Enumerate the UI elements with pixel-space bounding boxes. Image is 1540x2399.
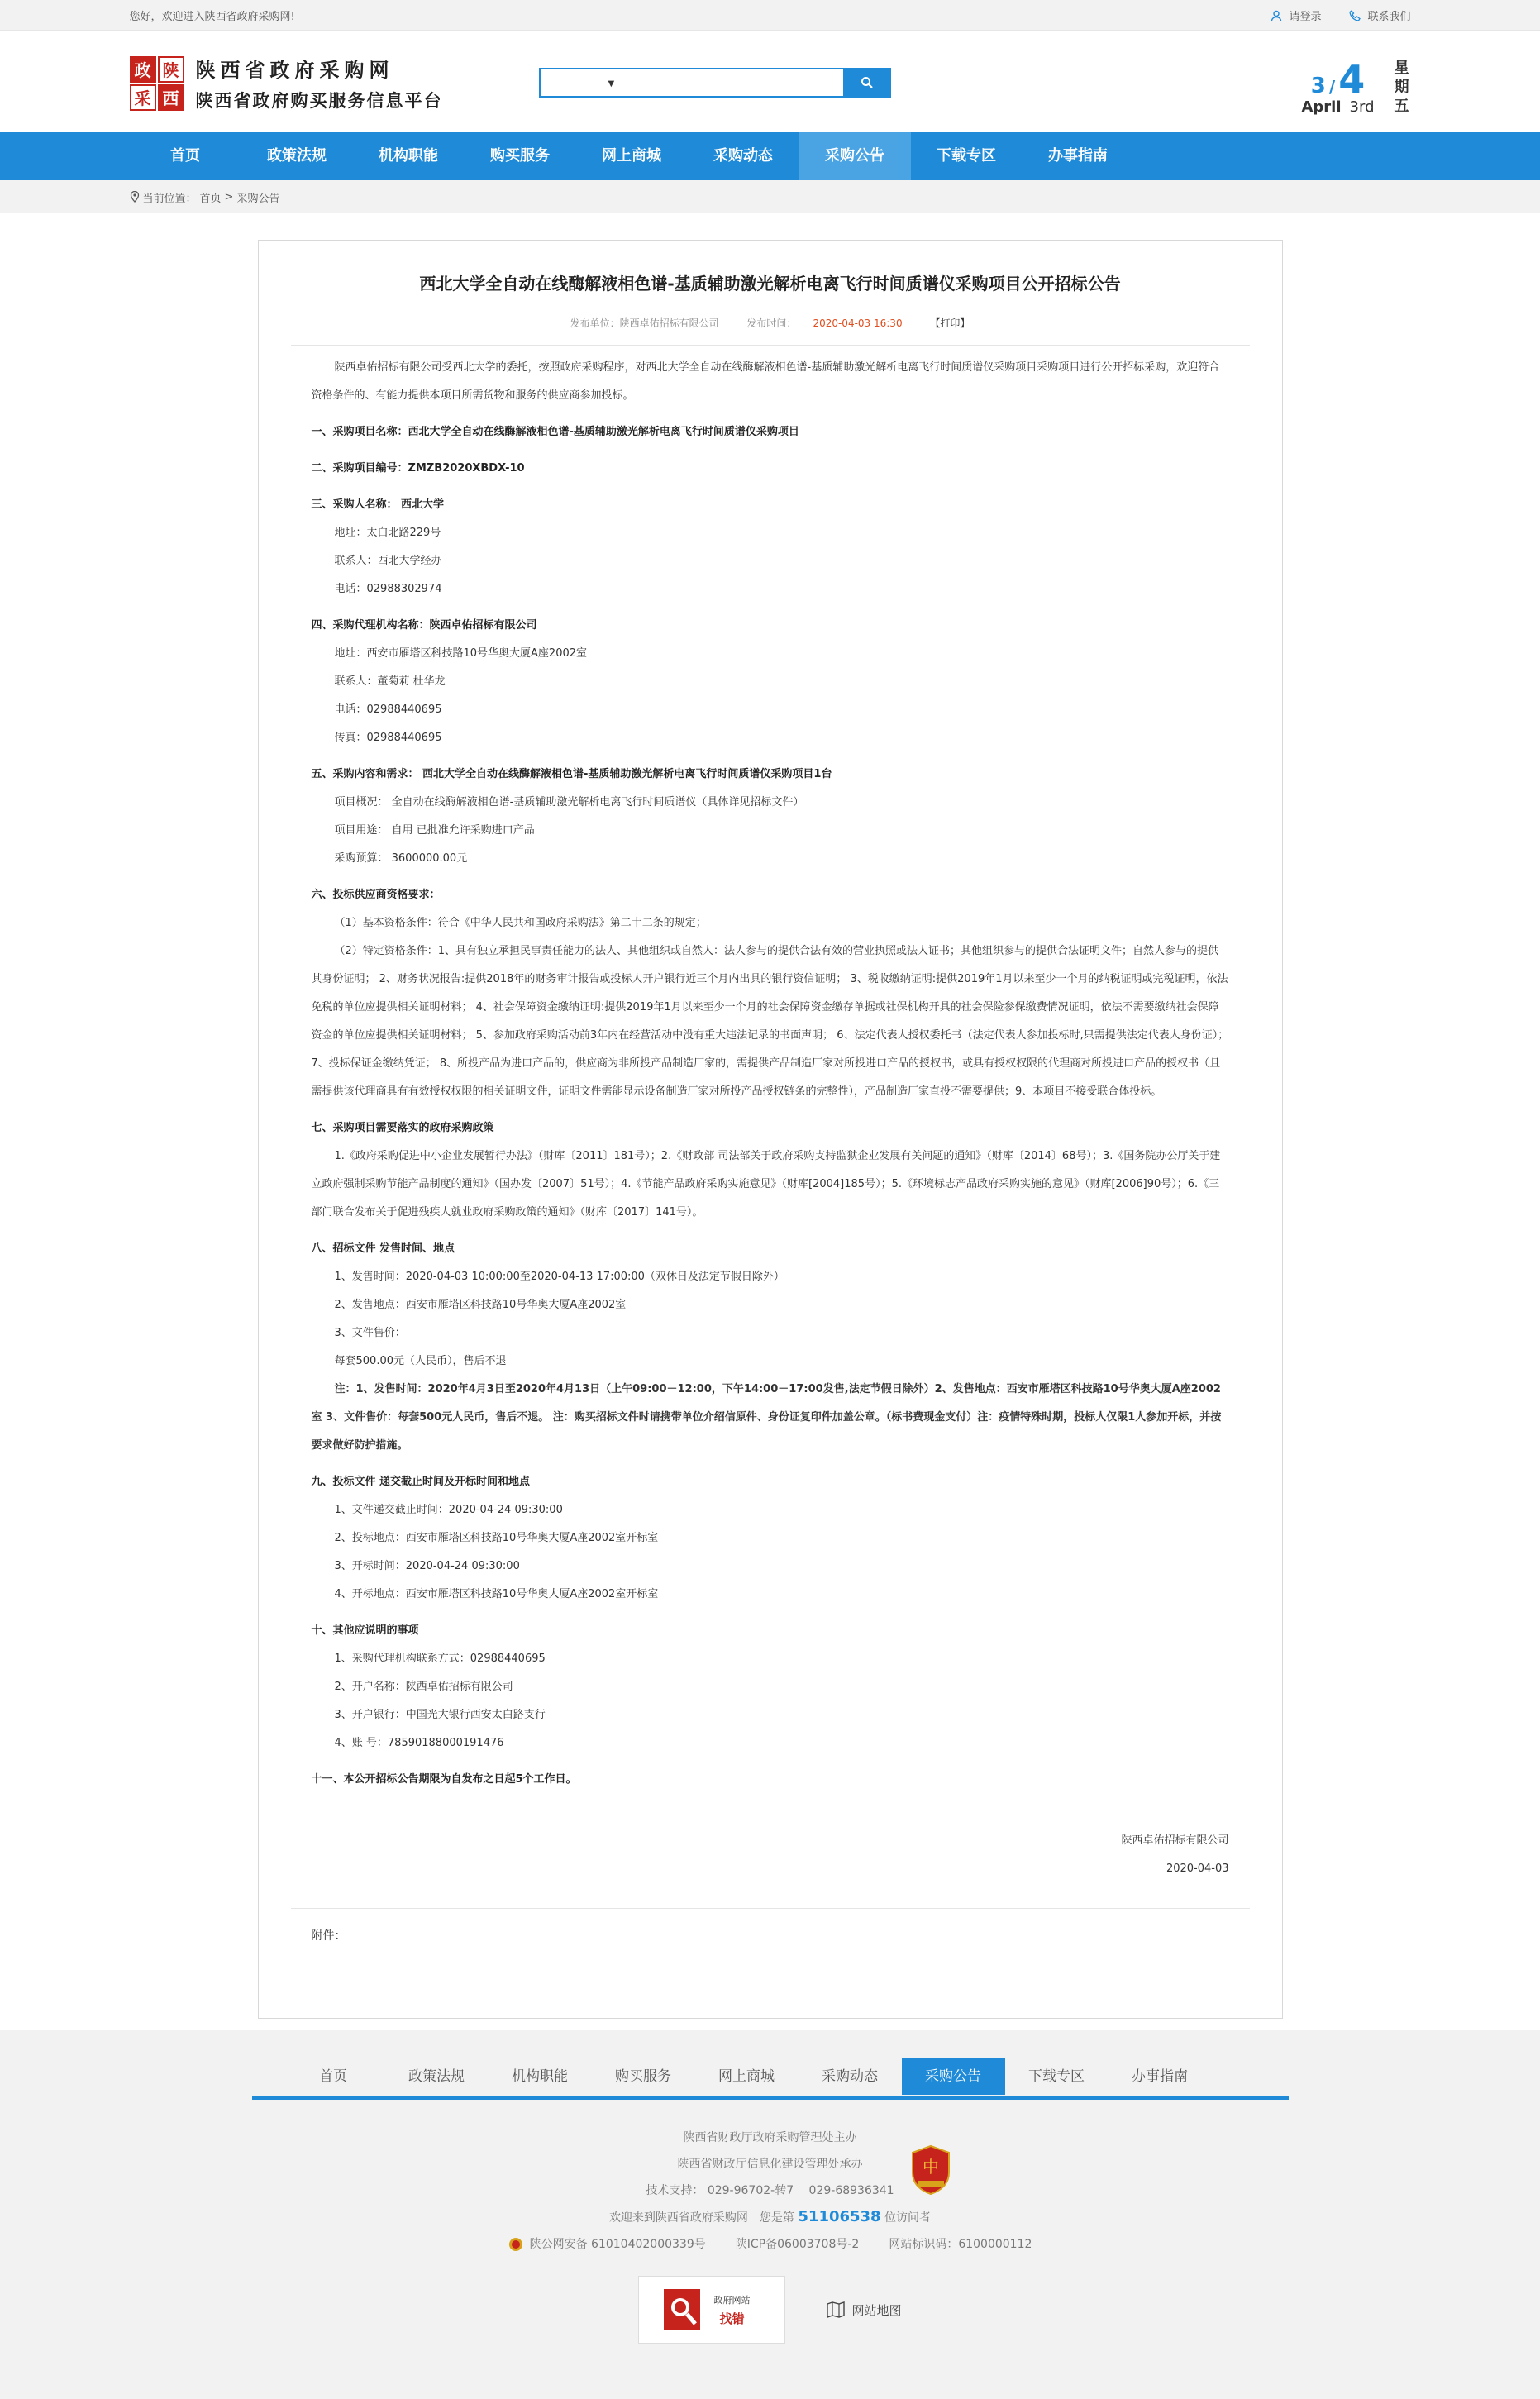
logo-seal bbox=[130, 56, 184, 111]
sign-date: 2020-04-03 bbox=[1166, 1862, 1229, 1875]
search-bar bbox=[539, 68, 891, 98]
logo-char-3: 采 bbox=[130, 84, 156, 111]
section-1: 一、采购项目名称：西北大学全自动在线酶解液相色谱-基质辅助激光解析电离飞行时间质谱仪采购项目 bbox=[311, 426, 799, 438]
footer-nav-policy[interactable]: 政策法规 bbox=[408, 2068, 465, 2085]
search-input[interactable] bbox=[539, 68, 843, 98]
section-2: 二、采购项目编号：ZMZB2020XBDX-10 bbox=[311, 462, 525, 475]
footer-nav bbox=[252, 2058, 1289, 2100]
footer-host: 陕西省财政厅政府采购管理处主办 bbox=[683, 2131, 857, 2144]
date-display: 3 /4 April 3rd 星 期 五 bbox=[1301, 57, 1409, 116]
icp-record[interactable]: 陕ICP备06003708号-2 bbox=[735, 2238, 860, 2251]
policy-paragraph: 1.《政府采购促进中小企业发展暂行办法》（财库〔2011〕181号）；2.《财政部 司法部关于政府采购支持监狱企业发展有关问题的通知》（财库〔2014〕68号）；3.《国务院办公厅关于建立政府强制采购节能产品制度的通知》（国办发〔2007〕51号）；4.《节能产品政府采购实施意见》（财库[2004]185号）；5.《环境标志产品政府采购实施的意见》（财库[2006]90号）；6.《三部门联合发布关于促进残疾人就业政府采购政策的通知》（财库〔2017〕141号）。 bbox=[311, 1150, 1221, 1219]
top-bar bbox=[0, 0, 1540, 31]
breadcrumb-home[interactable]: 首页 bbox=[199, 192, 222, 205]
nav-downloads[interactable]: 下载专区 bbox=[937, 147, 996, 165]
login-link[interactable] bbox=[1271, 7, 1321, 23]
magnifier-icon bbox=[664, 2289, 700, 2330]
breadcrumb-label: 当前位置： bbox=[142, 192, 197, 205]
date-month: 3 bbox=[1310, 74, 1326, 98]
login-label: 请登录 bbox=[1289, 11, 1322, 23]
report-error-badge[interactable]: 政府网站 找错 bbox=[638, 2276, 785, 2344]
logo-char-4: 西 bbox=[158, 84, 184, 111]
logo-title: 陕西省政府采购网 bbox=[195, 58, 394, 82]
welcome-text: 您好，欢迎进入陕西省政府采购网! bbox=[129, 11, 295, 23]
weekday: 星 期 五 bbox=[1394, 60, 1409, 115]
qualification-paragraph: （2）特定资格条件：1、具有独立承担民事责任能力的法人、其他组织或自然人：法人参与的提供合法有效的营业执照或法人证书；其他组织参与的提供合法证明文件；自然人参与的提供其身份证明； 2、财务状况报告:提供2018年的财务审计报告或投标人开户银行近三个月内出具的银行资信证明； 3、税收缴纳证明:提供2019年1月以来至少一个月的纳税证明或完税证明，依法免税的单位应提供相关证明材料； 4、社会保障资金缴纳证明:提供2019年1月以来至少一个月的社会保障资金缴存单据或社保机构开具的社会保险参保缴费情况证明，依法不需要缴纳社会保障资金的单位应提供相关证明材料； 5、参加政府采购活动前3年内在经营活动中没有重大违法记录的书面声明； 6、法定代表人授权委托书（法定代表人参加投标时,只需提供法定代表人身份证）；7、投标保证金缴纳凭证； 8、所投产品为进口产品的，供应商为非所投产品制造厂家的，需提供产品制造厂家对所投进口产品的授权书，或具有授权权限的代理商对所投进口产品的授权书（且需提供该代理商具有有效授权权限的相关证明文件，证明文件需能显示设备制造厂家对所投产品授权链条的完整性），产品制造厂家直投不需要提供；9、本项目不接受联合体投标。 bbox=[311, 945, 1229, 1098]
nav-mall[interactable]: 网上商城 bbox=[602, 147, 661, 165]
date-day: 4 bbox=[1338, 57, 1366, 102]
article-time: 2020-04-03 16:30 bbox=[813, 317, 903, 329]
sitemap-icon bbox=[827, 2301, 845, 2318]
section-11: 十一、本公开招标公告期限为自发布之日起5个工作日。 bbox=[311, 1773, 577, 1786]
footer-support: 技术支持： 029-96702-转7 029-68936341 bbox=[646, 2184, 894, 2197]
logo-subtitle: 陕西省政府购买服务信息平台 bbox=[195, 91, 443, 111]
nav-announcements[interactable]: 采购公告 bbox=[799, 132, 911, 180]
article-panel bbox=[258, 240, 1283, 2019]
user-icon bbox=[1271, 10, 1282, 21]
footer-nav-guide[interactable]: 办事指南 bbox=[1132, 2068, 1188, 2085]
intro-paragraph: 陕西卓佑招标有限公司受西北大学的委托，按照政府采购程序，对西北大学全自动在线酶解液相色谱-基质辅助激光解析电离飞行时间质谱仪采购项目采购项目进行公开招标采购，欢迎符合资格条件的、有能力提供本项目所需货物和服务的供应商参加投标。 bbox=[311, 361, 1220, 402]
footer-nav-mall[interactable]: 网上商城 bbox=[718, 2068, 775, 2085]
phone-icon bbox=[1349, 10, 1361, 21]
footer-nav-announcements[interactable]: 采购公告 bbox=[902, 2058, 1005, 2095]
footer-nav-agency[interactable]: 机构职能 bbox=[512, 2068, 568, 2085]
date-ordinal: 3rd bbox=[1349, 98, 1375, 116]
nav-policy[interactable]: 政策法规 bbox=[267, 147, 327, 165]
header bbox=[0, 31, 1540, 132]
article-body: 陕西卓佑招标有限公司受西北大学的委托，按照政府采购程序，对西北大学全自动在线酶解液相色谱-基质辅助激光解析电离飞行时间质谱仪采购项目采购项目进行公开招标采购，欢迎符合资格条件的、有能力提供本项目所需货物和服务的供应商参加投标。 一、采购项目名称：西北大学全自动在线酶解液相色谱-基质辅助激光解析电离飞行时间质谱仪采购项目 二、采购项目编号：ZMZB2020XBDX-10 三、采购人名称： 西北大学 地址：太白北路229号 联系人：西北大学经办 电话：02988302974 四、采购代理机构名称：陕西卓佑招标有限公司 地址：西安市雁塔区科技路10号华奥大厦A座2002室 联系人：董菊莉 杜华龙 电话：02988440695 传真：02988440695 五、采购内容和需求： 西北大学全自动在线酶解液相色谱-基质辅助激光解析电离飞行时间质谱仪采购项目1台 项目概况： 全自动在线酶解液相色谱-基质辅助激光解析电离飞行时间质谱仪（具体详见招标文件） 项目用途： 自用 已批准允许采购进口产品 采购预算： 3600000.00元 六、投标供应商资格要求： （1）基本资格条件：符合《中华人民共和国政府采购法》第二十二条的规定； （2）特定资格条件：1、具有独立承担民事责任能力的法人、其他组织或自然人：法人参与的提供合法有效的营业执照或法人证书；其他组织参与的提供合法证明文件；自然人参与的提供其身份证明； 2、财务状况报告:提供2018年的财务审计报告或投标人开户银行近三个月内出具的银行资信证明； 3、税收缴纳证明:提供2019年1月以来至少一个月的纳税证明或完税证明，依法免税的单位应提供相关证明材料； 4、社会保障资金缴纳证明:提供2019年1月以来至少一个月的社会保障资金缴存单据或社保机构开具的社会保险参保缴费情况证明，依法不需要缴纳社会保障资金的单位应提供相关证明材料； 5、参加政府采购活动前3年内在经营活动中没有重大违法记录的书面声明； 6、法定代表人授权委托书（法定代表人参加投标时,只需提供法定代表人身份证）；7、投标保证金缴纳凭证； 8、所投产品为进口产品的，供应商为非所投产品制造厂家的，需提供产品制造厂家对所投进口产品的授权书，或具有授权权限的代理商对所投进口产品的授权书（且需提供该代理商具有有效授权权限的相关证明文件，证明文件需能显示设备制造厂家对所投产品授权链条的完整性），产品制造厂家直投不需要提供；9、本项目不接受联合体投标。 七、采购项目需要落实的政府采购政策 1.《政府采购促进中小企业发展暂行办法》（财库〔2011〕181号）；2.《财政部 司法部关于政府采购支持监狱企业发展有关问题的通知》（财库〔2014〕68号）；3.《国务院办公厅关于建立政府强制采购节能产品制度的通知》（国办发〔2007〕51号）；4.《节能产品政府采购实施意见》（财库[2004]185号）；5.《环境标志产品政府采购实施的意见》（财库[2006]90号）；6.《三部门联合发布关于促进残疾人就业政府采购政策的通知》（财库〔2017〕141号）。 八、招标文件 发售时间、地点 1、发售时间：2020-04-03 10:00:00至2020-04-13 17:00:00（双休日及法定节假日除外） 2、发售地点：西安市雁塔区科技路10号华奥大厦A座2002室 3、文件售价： 每套500.00元（人民币），售后不退 注：1、发售时间：2020年4月3日至2020年4月13日（上午09:00－12:00，下午14:00－17:00发售,法定节假日除外）2、发售地点：西安市雁塔区科技路10号华奥大厦A座2002室 3、文件售价：每套500元人民币，售后不退。 注：购买招标文件时请携带单位介绍信原件、身份证复印件加盖公章。（标书费现金支付）注：疫情特殊时期，投标人仅限1人参加开标，并按要求做好防护措施。 九、投标文件 递交截止时间及开标时间和地点 1、文件递交截止时间：2020-04-24 09:30:00 2、投标地点：西安市雁塔区科技路10号华奥大厦A座2002室开标室 3、开标时间：2020-04-24 09:30:00 4、开标地点：西安市雁塔区科技路10号华奥大厦A座2002室开标室 十、其他应说明的事项 1、采购代理机构联系方式：02988440695 2、开户名称：陕西卓佑招标有限公司 3、开户银行：中国光大银行西安太白路支行 4、账 号：78590188000191476 十一、本公开招标公告期限为自发布之日起5个工作日。 bbox=[291, 354, 1250, 1794]
svg-text:中: 中 bbox=[923, 2157, 939, 2177]
section-6: 六、投标供应商资格要求： bbox=[311, 889, 441, 901]
signature bbox=[291, 1827, 1250, 1883]
footer-nav-news[interactable]: 采购动态 bbox=[822, 2068, 878, 2085]
party-seal-icon[interactable] bbox=[909, 2144, 952, 2196]
site-logo[interactable] bbox=[130, 54, 443, 112]
dropdown-caret-icon[interactable]: ▼ bbox=[608, 79, 615, 88]
police-record[interactable]: 陕公网安备 61010402000339号 bbox=[508, 2231, 706, 2258]
nav-home[interactable]: 首页 bbox=[170, 147, 200, 165]
footer-info bbox=[0, 2125, 1540, 2258]
footer-nav-home[interactable]: 首页 bbox=[319, 2068, 347, 2085]
location-pin-icon bbox=[130, 191, 140, 203]
nav-news[interactable]: 采购动态 bbox=[713, 147, 773, 165]
visitor-count: 51106538 bbox=[798, 2208, 881, 2225]
sale-note: 注：1、发售时间：2020年4月3日至2020年4月13日（上午09:00－12:00，下午14:00－17:00发售,法定节假日除外）2、发售地点：西安市雁塔区科技路10号华奥大厦A座2002室 3、文件售价：每套500元人民币，售后不退。 注：购买招标文件时请携带单位介绍信原件、身份证复印件加盖公章。（标书费现金支付）注：疫情特殊时期，投标人仅限1人参加开标，并按要求做好防护措施。 bbox=[311, 1383, 1222, 1452]
footer-nav-downloads[interactable]: 下载专区 bbox=[1028, 2068, 1085, 2085]
search-button[interactable] bbox=[843, 68, 891, 98]
section-9: 九、投标文件 递交截止时间及开标时间和地点 bbox=[311, 1476, 531, 1488]
section-3: 三、采购人名称： 西北大学 bbox=[311, 498, 445, 511]
attachments: 附件： bbox=[291, 1908, 1250, 1944]
section-4: 四、采购代理机构名称：陕西卓佑招标有限公司 bbox=[311, 619, 537, 632]
nav-agency[interactable]: 机构职能 bbox=[379, 147, 438, 165]
visitor-counter: 欢迎来到陕西省政府采购网 您是第 51106538 位访问者 bbox=[608, 2208, 932, 2225]
breadcrumb: 当前位置： 首页 > 采购公告 bbox=[0, 180, 1540, 213]
footer bbox=[0, 2030, 1540, 2399]
date-month-en: April bbox=[1301, 98, 1342, 116]
police-badge-icon bbox=[508, 2237, 523, 2252]
print-link[interactable]: 【打印】 bbox=[930, 317, 970, 329]
breadcrumb-current[interactable]: 采购公告 bbox=[236, 192, 280, 205]
footer-nav-services[interactable]: 购买服务 bbox=[615, 2068, 671, 2085]
contact-label: 联系我们 bbox=[1367, 11, 1411, 23]
section-5: 五、采购内容和需求： 西北大学全自动在线酶解液相色谱-基质辅助激光解析电离飞行时间质谱仪采购项目1台 bbox=[311, 768, 832, 780]
site-id: 网站标识码：6100000112 bbox=[889, 2238, 1032, 2251]
sign-org: 陕西卓佑招标有限公司 bbox=[1121, 1834, 1229, 1847]
footer-manage: 陕西省财政厅信息化建设管理处承办 bbox=[677, 2158, 863, 2171]
logo-char-1: 政 bbox=[130, 56, 156, 83]
article-title: 西北大学全自动在线酶解液相色谱-基质辅助激光解析电离飞行时间质谱仪采购项目公开招标公告 bbox=[419, 274, 1121, 293]
nav-guide[interactable]: 办事指南 bbox=[1048, 147, 1108, 165]
article-meta: 发布单位：陕西卓佑招标有限公司 发布时间： 2020-04-03 16:30 【打印】 bbox=[291, 316, 1250, 346]
nav-services[interactable]: 购买服务 bbox=[490, 147, 550, 165]
search-icon bbox=[861, 76, 874, 89]
section-7: 七、采购项目需要落实的政府采购政策 bbox=[311, 1122, 494, 1134]
section-10: 十、其他应说明的事项 bbox=[311, 1624, 419, 1637]
article-publisher: 发布单位：陕西卓佑招标有限公司 bbox=[570, 317, 719, 329]
sitemap-link[interactable]: 网站地图 bbox=[827, 2301, 901, 2319]
section-8: 八、招标文件 发售时间、地点 bbox=[311, 1242, 455, 1255]
logo-char-2: 陕 bbox=[158, 56, 184, 83]
main-nav bbox=[0, 132, 1540, 180]
contact-link[interactable] bbox=[1349, 7, 1410, 23]
